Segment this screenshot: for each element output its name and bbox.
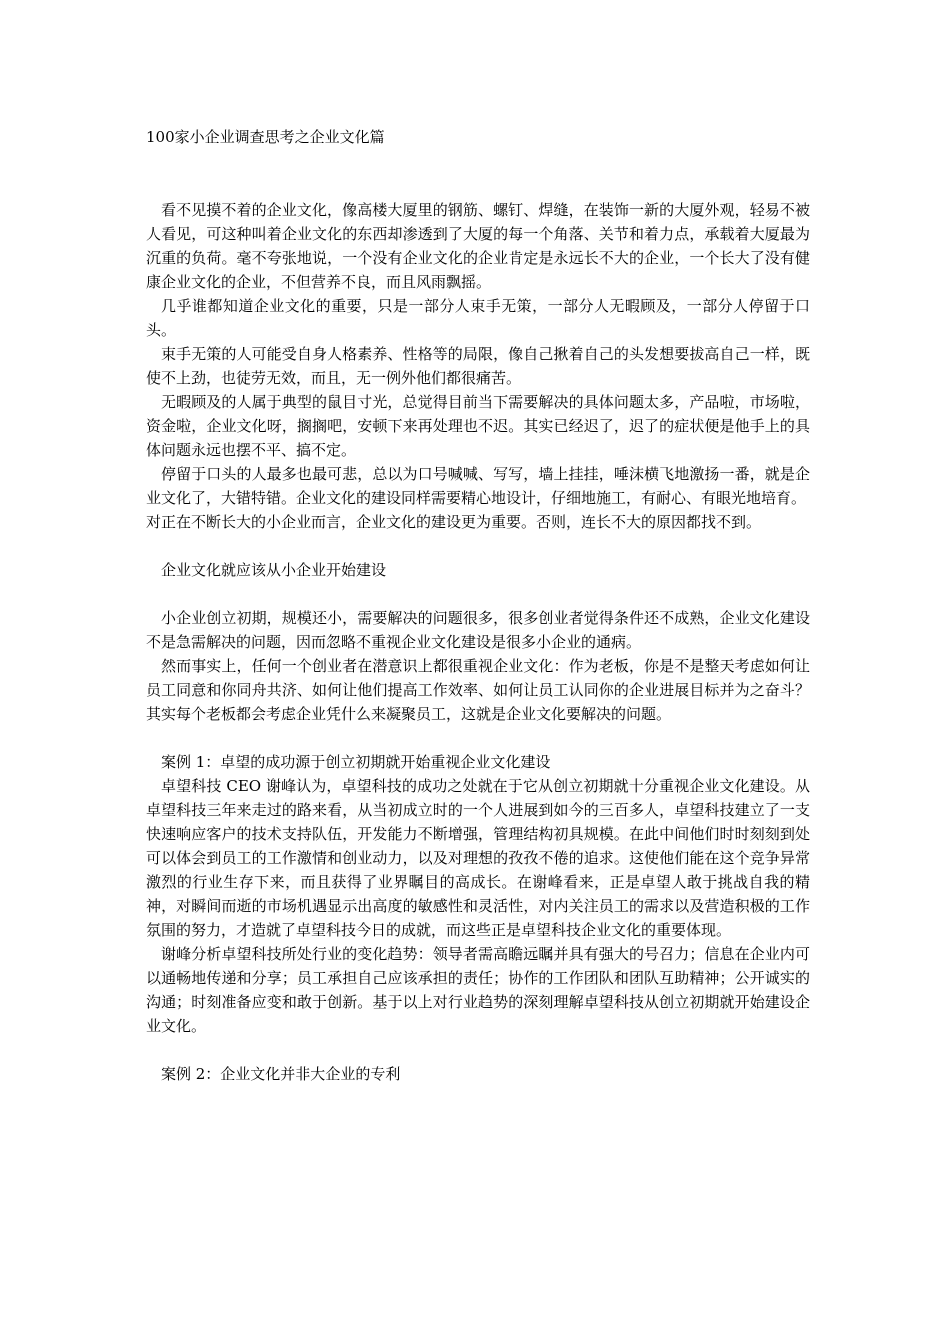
body-paragraph: 停留于口头的人最多也最可悲，总以为口号喊喊、写写，墙上挂挂，唾沫横飞地激扬一番，就是企业文化了，大错特错。企业文化的建设同样需要精心地设计，仔细地施工，有耐心、有眼光地培育。	[146, 465, 810, 507]
body-paragraph: 无暇顾及的人属于典型的鼠目寸光，总觉得目前当下需要解决的具体问题太多，产品啦，市场啦，资金啦，企业文化呀，搁搁吧，安顿下来再处理也不迟。其实已经迟了，迟了的症状便是他手上的具体问题永远也摆不平、搞不定。	[146, 393, 810, 459]
body-paragraph: 谢峰分析卓望科技所处行业的变化趋势：领导者需高瞻远瞩并具有强大的号召力；信息在企业内可以通畅地传递和分享；员工承担自己应该承担的责任；协作的工作团队和团队互助精神；公开诚实的沟通；时刻准备应变和敢于创新。基于以上对行业趋势的深刻理解卓望科技从创立初期就开始建设企业文化。	[146, 945, 810, 1035]
body-paragraph: 束手无策的人可能受自身人格素养、性格等的局限，像自己揪着自己的头发想要拔高自己一样，既使不上劲，也徒劳无效，而且，无一例外他们都很痛苦。	[146, 345, 810, 387]
section-heading: 企业文化就应该从小企业开始建设	[161, 561, 387, 579]
body-paragraph: 看不见摸不着的企业文化，像高楼大厦里的钢筋、螺钉、焊缝，在装饰一新的大厦外观，轻易不被人看见，可这种叫着企业文化的东西却渗透到了大厦的每一个角落、关节和着力点，承载着大厦最为沉重的负荷。毫不夸张地说，一个没有企业文化的企业肯定是永远长不大的企业，一个长大了没有健康企业文化的企业，不但营养不良，而且风雨飘摇。	[146, 201, 810, 291]
case-heading: 案例 1：卓望的成功源于创立初期就开始重视企业文化建设	[161, 753, 551, 771]
body-paragraph: 几乎谁都知道企业文化的重要，只是一部分人束手无策，一部分人无暇顾及，一部分人停留于口头。	[146, 297, 810, 339]
paragraph-gap	[146, 726, 810, 750]
body-paragraph: 对正在不断长大的小企业而言，企业文化的建设更为重要。否则，连长不大的原因都找不到。	[146, 513, 762, 531]
body-paragraph: 卓望科技 CEO 谢峰认为，卓望科技的成功之处就在于它从创立初期就十分重视企业文化建设。从卓望科技三年来走过的路来看，从当初成立时的一个人进展到如今的三百多人，卓望科技建立了一支快速响应客户的技术支持队伍，开发能力不断增强，管理结构初具规模。在此中间他们时时刻刻到处可以体会到员工的工作激情和创业动力，以及对理想的孜孜不倦的追求。这使他们能在这个竞争异常激烈的行业生存下来，而且获得了业界瞩目的高成长。在谢峰看来，正是卓望人敢于挑战自我的精神，对瞬间而逝的市场机遇显示出高度的敏感性和灵活性，对内关注员工的需求以及营造积极的工作氛围的努力，才造就了卓望科技今日的成就，而这些正是卓望科技企业文化的重要体现。	[146, 777, 810, 939]
paragraph-gap	[146, 582, 810, 606]
paragraph-gap	[146, 1038, 810, 1062]
body-paragraph: 小企业创立初期，规模还小，需要解决的问题很多，很多创业者觉得条件还不成熟，企业文化建设不是急需解决的问题，因而忽略不重视企业文化建设是很多小企业的通病。	[146, 609, 810, 651]
case-heading: 案例 2：企业文化并非大企业的专利	[161, 1065, 401, 1083]
document-title: 100家小企业调查思考之企业文化篇	[146, 128, 385, 146]
body-paragraph: 然而事实上，任何一个创业者在潜意识上都很重视企业文化：作为老板，你是不是整天考虑如何让员工同意和你同舟共济、如何让他们提高工作效率、如何让员工认同你的企业进展目标并为之奋斗？其实每个老板都会考虑企业凭什么来凝聚员工，这就是企业文化要解决的问题。	[146, 657, 810, 723]
document-body	[146, 198, 810, 1086]
paragraph-gap	[146, 534, 810, 558]
